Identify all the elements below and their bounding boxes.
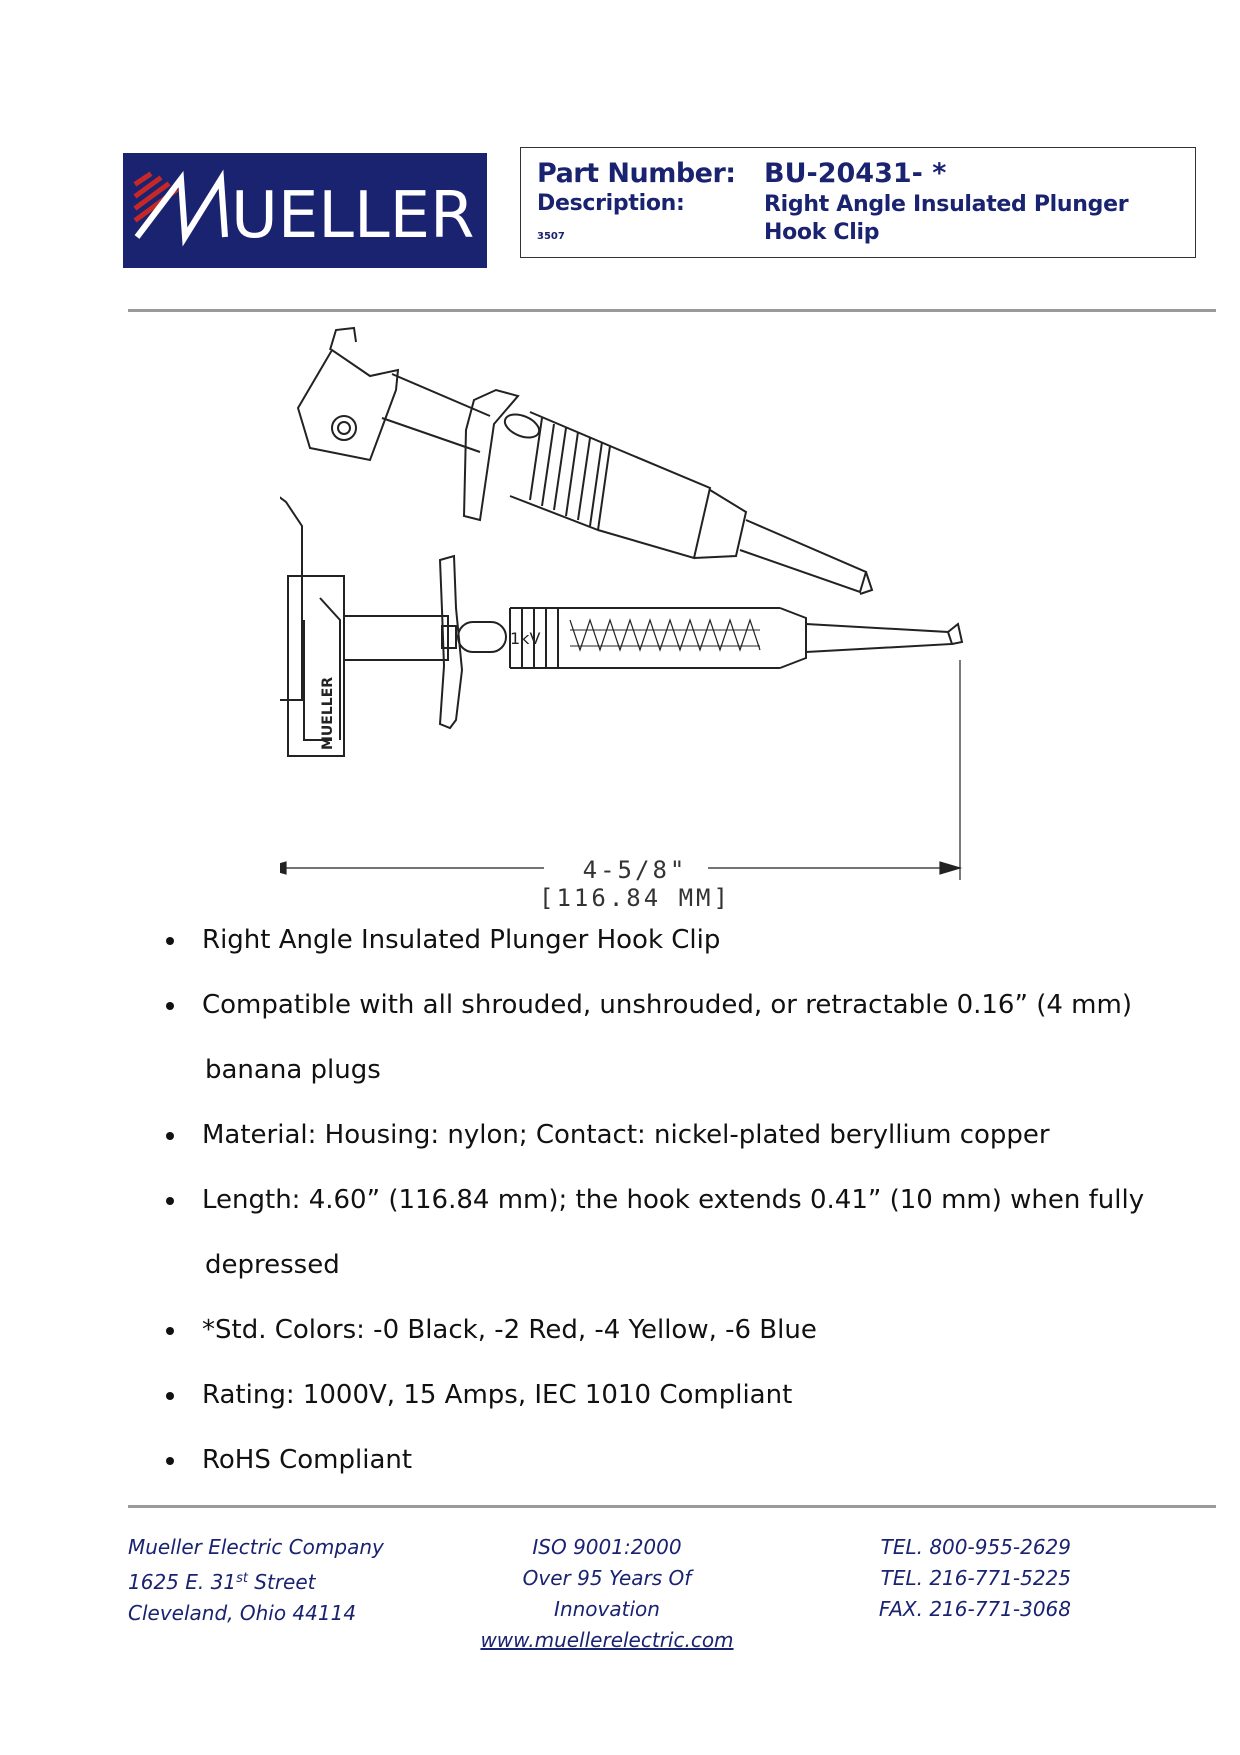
brand-stamp: MUELLER xyxy=(320,676,336,750)
feature-item: Length: 4.60” (116.84 mm); the hook extends 0.41” (10 mm) when fully xyxy=(160,1168,1160,1233)
description-label: Description: xyxy=(537,191,685,216)
feature-item: RoHS Compliant xyxy=(160,1428,1160,1493)
mueller-logo-icon xyxy=(123,153,487,268)
footer-divider xyxy=(128,1505,1216,1508)
footer-contact xyxy=(826,1532,1071,1625)
fax-number: FAX. 216-771-3068 xyxy=(878,1597,1071,1621)
tagline: Over 95 Years Of Innovation xyxy=(522,1566,692,1621)
header-divider xyxy=(128,309,1216,312)
company-name: Mueller Electric Company xyxy=(128,1535,384,1559)
feature-item: Compatible with all shrouded, unshrouded, or retractable 0.16” (4 mm) xyxy=(160,973,1160,1038)
feature-item: Rating: 1000V, 15 Amps, IEC 1010 Compliant xyxy=(160,1363,1160,1428)
city-address: Cleveland, Ohio 44114 xyxy=(128,1601,357,1625)
footer-center xyxy=(467,1532,747,1656)
website-link[interactable]: www.muellerelectric.com xyxy=(480,1628,734,1652)
feature-item-continuation: banana plugs xyxy=(205,1055,381,1085)
dimension-line xyxy=(280,660,960,880)
part-info-box xyxy=(520,147,1196,258)
street-address: 1625 E. 31st Street xyxy=(128,1570,316,1594)
document-code: 3507 xyxy=(537,231,565,242)
part-number-label: Part Number: xyxy=(537,158,736,189)
voltage-stamp: 1kV xyxy=(510,629,541,648)
dimension-inches: 4-5/8" xyxy=(582,856,688,884)
feature-list xyxy=(160,908,1160,1493)
clip-perspective-view xyxy=(298,328,872,594)
logo-text: UELLER xyxy=(231,179,475,253)
feature-item: Material: Housing: nylon; Contact: nickel-plated beryllium copper xyxy=(160,1103,1160,1168)
phone-local: TEL. 216-771-5225 xyxy=(880,1566,1071,1590)
clip-side-view xyxy=(280,496,962,756)
iso-certification: ISO 9001:2000 xyxy=(532,1535,682,1559)
product-drawing xyxy=(280,320,980,920)
footer-address xyxy=(128,1532,384,1629)
dimension-mm: [116.84 MM] xyxy=(539,884,731,912)
description-value: Right Angle Insulated Plunger Hook Clip xyxy=(764,192,1129,245)
feature-item: *Std. Colors: -0 Black, -2 Red, -4 Yellow, -6 Blue xyxy=(160,1298,1160,1363)
phone-tollfree: TEL. 800-955-2629 xyxy=(880,1535,1071,1559)
feature-item: Right Angle Insulated Plunger Hook Clip xyxy=(160,908,1160,973)
part-number-value: BU-20431- * xyxy=(764,158,947,189)
company-logo xyxy=(123,153,487,268)
feature-item-continuation: depressed xyxy=(205,1250,340,1280)
